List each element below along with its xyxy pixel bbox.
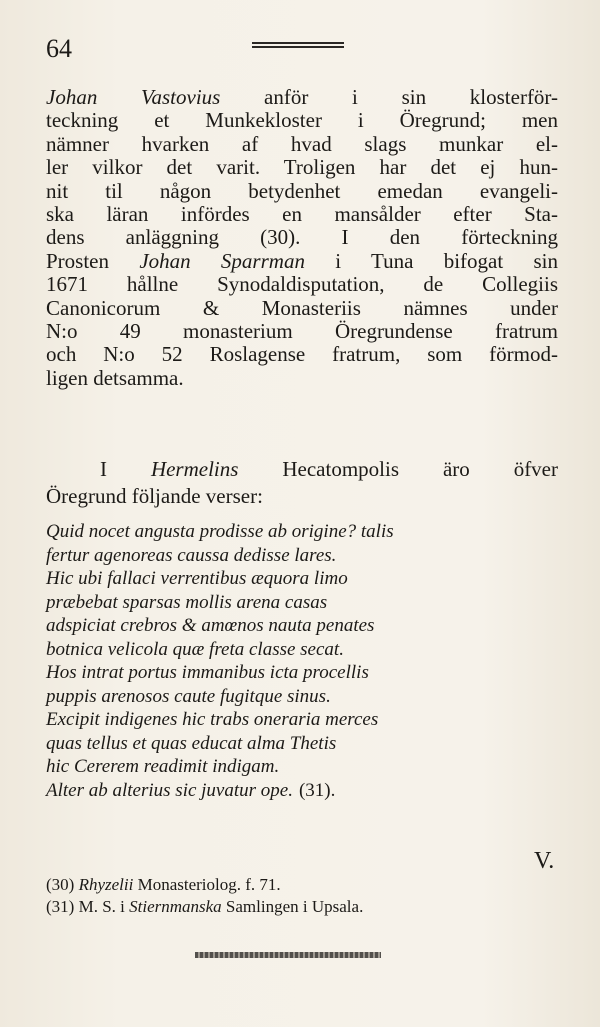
- body-line: [46, 180, 558, 203]
- italic-text: Johan Vastovius: [46, 85, 221, 109]
- text-run: dens anläggning (30). I den förteckning: [46, 225, 558, 250]
- body-line: [46, 109, 558, 132]
- text-run: anför i sin klosterför-: [220, 85, 558, 109]
- verse-line: fertur agenoreas caussa dedisse lares.: [46, 544, 337, 566]
- text-run: Samlingen i Upsala.: [221, 897, 364, 916]
- body-line: [46, 156, 558, 179]
- intro-line: [46, 483, 558, 510]
- body-line: [46, 86, 558, 109]
- body-line: [46, 203, 558, 226]
- text-run: i Tuna bifogat sin: [304, 248, 559, 273]
- body-line: [46, 297, 558, 320]
- text-run: ler vilkor det varit. Troligen har det ej hun-: [46, 155, 558, 180]
- italic-text: Rhyzelii: [78, 875, 134, 894]
- body-line: [46, 320, 558, 343]
- body-paragraph: [46, 86, 558, 390]
- footnote-number: (31): [46, 897, 79, 916]
- text-run: N:o 49 monasterium Öregrundense fratrum: [46, 319, 558, 344]
- verse-line: Alter ab alterius sic juvatur ope. (31).: [46, 779, 336, 801]
- footnotes: [46, 874, 516, 918]
- text-run: ligen detsamma.: [46, 365, 184, 390]
- verse-line: botnica velicola quæ freta classe secat.: [46, 638, 344, 660]
- latin-verse: [46, 520, 556, 802]
- italic-text: Johan Sparrman: [139, 248, 305, 273]
- verse-line: præbebat sparsas mollis arena casas: [46, 591, 328, 613]
- footnote-reference: (31).: [298, 779, 336, 801]
- body-line: [46, 343, 558, 366]
- text-run: nämner hvarken af hvad slags munkar el-: [46, 131, 558, 156]
- body-line: [46, 226, 558, 249]
- text-run: Canonicorum & Monasteriis nämnes under: [46, 295, 558, 320]
- text-run: Hecatompolis äro öfver: [238, 457, 558, 481]
- text-run: Öregrund följande verser:: [46, 484, 263, 508]
- body-line: [46, 133, 558, 156]
- body-line: [46, 250, 558, 273]
- text-run: M. S. i: [78, 897, 130, 916]
- verse-line: hic Cererem readimit indigam.: [46, 756, 280, 777]
- body-line: [46, 367, 558, 390]
- body-line: [46, 273, 558, 296]
- footer-ornament: [195, 952, 381, 958]
- footnote: [46, 874, 516, 896]
- footnote-number: (30): [46, 875, 79, 894]
- italic-text: Stiernmanska: [129, 897, 222, 916]
- text-run: och N:o 52 Roslagense fratrum, som förmod-: [46, 342, 558, 367]
- page-number: 64: [46, 34, 72, 63]
- text-run: Monasteriolog. f. 71.: [133, 875, 281, 894]
- text-run: ska läran infördes en mansålder efter Sta-: [46, 202, 558, 227]
- text-run: nit til någon betydenhet emedan evangeli-: [46, 178, 558, 203]
- verse-line: Hic ubi fallaci verrentibus æquora limo: [46, 568, 348, 589]
- verse-intro-paragraph: [46, 456, 558, 510]
- italic-text: Hermelins: [150, 457, 239, 481]
- verse-line: Quid nocet angusta prodisse ab origine? talis: [46, 521, 394, 542]
- header-ornament: [252, 42, 344, 50]
- footnote: [46, 896, 516, 918]
- verse-line: Excipit indigenes hic trabs oneraria merces: [46, 709, 379, 730]
- verse-line: puppis arenosos caute fugitque sinus.: [46, 685, 331, 707]
- text-run: teckning et Munkekloster i Öregrund; men: [46, 108, 558, 133]
- verse-line: quas tellus et quas educat alma Thetis: [46, 732, 337, 754]
- text-run: I: [100, 457, 151, 481]
- verse-line: Hos intrat portus immanibus icta procellis: [46, 662, 369, 683]
- intro-line: [46, 456, 558, 483]
- verse-line: adspiciat crebros & amœnos nauta penates: [46, 615, 375, 636]
- catchword: V.: [534, 848, 555, 874]
- text-run: 1671 hållne Synodaldisputation, de Collegiis: [46, 272, 558, 297]
- text-run: Prosten: [46, 248, 140, 273]
